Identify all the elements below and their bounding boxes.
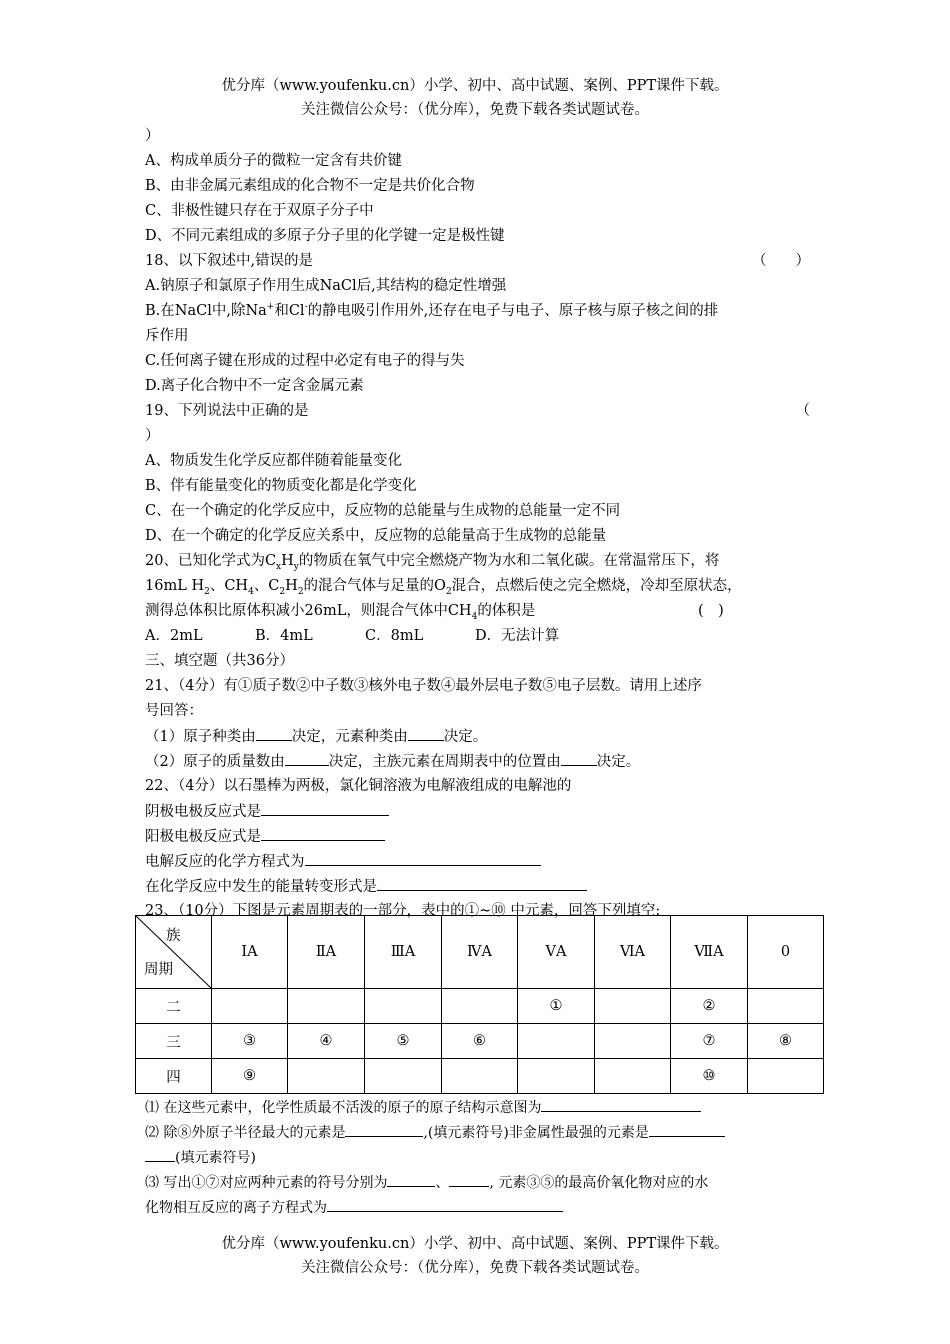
- question-content: [145, 124, 810, 924]
- q22-equation: [145, 849, 810, 874]
- page-header: [0, 74, 950, 122]
- q20-sub-x: x: [276, 561, 282, 572]
- q20-l2-sub1: 2: [204, 586, 210, 597]
- q20-l3-b: 的体积是: [477, 603, 536, 619]
- q18-b-part3: 的静电吸引作用外,还存在电子与电子、原子核与原子核之间的排: [307, 303, 719, 319]
- q17-close-paren: ）: [145, 128, 160, 144]
- table-cell: [288, 1059, 365, 1094]
- q17-option-d: D、不同元素组成的多原子分子里的化学键一定是极性键: [145, 228, 505, 244]
- group-header: ⅤA: [518, 916, 595, 989]
- q23-subquestions: [145, 1095, 810, 1220]
- q19-option-c: C、在一个确定的化学反应中，反应物的总能量与生成物的总能量一定不同: [145, 503, 621, 519]
- q19-paren-close: ）: [145, 428, 160, 444]
- group-header: ⅥA: [595, 916, 671, 989]
- q20-l2-e: 的混合气体与足量的O: [303, 578, 446, 594]
- q18-option-a: A.钠原子和氯原子作用生成NaCl后,其结构的稳定性增强: [145, 278, 507, 294]
- table-cell: [518, 1059, 595, 1094]
- table-corner-cell: [136, 916, 212, 989]
- q23-s3-blank-1[interactable]: [387, 1170, 435, 1187]
- q21-p2-b: 决定，主族元素在周期表中的位置由: [328, 754, 561, 770]
- q18-option-b-cont: 斥作用: [145, 328, 189, 344]
- q20-l3-sub: 4: [471, 611, 478, 622]
- header-line-1: 优分库（www.youfenku.cn）小学、初中、高中试题、案例、PPT课件下载。: [221, 78, 729, 94]
- q22-anode-blank[interactable]: [261, 824, 385, 841]
- q21-line-2: 号回答：: [145, 703, 203, 719]
- q23-s3-a: ⑶ 写出①⑦对应两种元素的符号分别为: [145, 1175, 388, 1191]
- table-cell: ②: [671, 989, 748, 1024]
- q23-s1-blank[interactable]: [541, 1095, 701, 1112]
- q22-cathode-label: 阴极电极反应式是: [145, 804, 261, 820]
- footer-line-1: 优分库（www.youfenku.cn）小学、初中、高中试题、案例、PPT课件下载。: [221, 1236, 729, 1252]
- q20-answer-paren: ( ): [698, 603, 724, 619]
- table-cell: [442, 1059, 518, 1094]
- q23-s2-blank-1[interactable]: [345, 1120, 423, 1137]
- q21-p2-c: 决定。: [596, 754, 641, 770]
- period-label: 三: [136, 1024, 212, 1059]
- q22-equation-label: 电解反应的化学方程式为: [145, 854, 305, 870]
- q21-part-1: [145, 724, 810, 749]
- q21-blank-2[interactable]: [408, 724, 444, 741]
- q21-p2-a: （2）原子的质量数由: [145, 754, 285, 770]
- q20-line-1: [145, 549, 810, 574]
- q20-l2-c: 、C: [253, 578, 280, 594]
- q23-s3-c: , 元素③⑤的最高价氧化物对应的水: [489, 1175, 709, 1191]
- q22-energy-blank[interactable]: [377, 874, 587, 891]
- q18-stem-text: 18、以下叙述中,错误的是: [145, 253, 314, 269]
- q21-p1-a: （1）原子种类由: [145, 729, 256, 745]
- q21-part-2: [145, 749, 810, 774]
- header-line-2: 关注微信公众号：（优分库），免费下载各类试题试卷。: [301, 102, 649, 118]
- period-label: 二: [136, 989, 212, 1024]
- table-cell: ①: [518, 989, 595, 1024]
- q18-option-c: C.任何离子键在形成的过程中必定有电子的得与失: [145, 353, 465, 369]
- q20-option-d: D．无法计算: [475, 628, 560, 644]
- q23-s3-blank-3[interactable]: [327, 1195, 563, 1212]
- q23-s2-blank-3[interactable]: [145, 1145, 175, 1162]
- q23-sub-3-cont: [145, 1195, 810, 1220]
- q22-line-1: 22、（4分）以石墨棒为两极，氯化铜溶液为电解液组成的电解池的: [145, 778, 572, 794]
- q22-cathode: [145, 799, 810, 824]
- q23-sub-1: [145, 1095, 810, 1120]
- q21-p1-c: 决定。: [443, 729, 488, 745]
- q21-blank-4[interactable]: [561, 749, 597, 766]
- q23-s2-a: ⑵ 除⑧外原子半径最大的元素是: [145, 1125, 346, 1141]
- footer-line-2: 关注微信公众号：（优分库），免费下载各类试题试卷。: [301, 1260, 649, 1276]
- corner-period-label: 周期: [144, 962, 173, 978]
- q20-l2-a: 16mL H: [145, 578, 205, 594]
- group-header: ⅡA: [288, 916, 365, 989]
- q23-sub-2-cont: [145, 1145, 810, 1170]
- period-label: 四: [136, 1059, 212, 1094]
- table-cell: ④: [288, 1024, 365, 1059]
- q20-l1-b: 的物质在氧气中完全燃烧产物为水和二氧化碳。在常温常压下，将: [298, 553, 720, 569]
- q21-blank-1[interactable]: [256, 724, 292, 741]
- q19-paren-open: （: [795, 403, 810, 419]
- q22-equation-blank[interactable]: [305, 849, 541, 866]
- q20-l2-d: H: [285, 578, 298, 594]
- q18-b-sup2: -: [304, 302, 308, 313]
- q20-sub-y: y: [293, 561, 299, 572]
- q20-l1-h: H: [281, 553, 294, 569]
- q19-option-a: A、物质发生化学反应都伴随着能量变化: [145, 453, 402, 469]
- table-cell: [365, 1059, 442, 1094]
- q22-energy-label: 在化学反应中发生的能量转变形式是: [145, 879, 377, 895]
- table-cell: [748, 1059, 824, 1094]
- q19-stem: [145, 399, 810, 424]
- q23-s3-blank-2[interactable]: [449, 1170, 489, 1187]
- q21-p1-b: 决定，元素种类由: [291, 729, 408, 745]
- table-cell: ⑧: [748, 1024, 824, 1059]
- group-header: ⅠA: [212, 916, 288, 989]
- table-row: [136, 1059, 824, 1094]
- q22-energy: [145, 874, 810, 899]
- table-header-row: [136, 916, 824, 989]
- q22-anode: [145, 824, 810, 849]
- section-3-title: 三、填空题（共36分）: [145, 653, 294, 669]
- table-row: [136, 989, 824, 1024]
- group-header: ⅢA: [365, 916, 442, 989]
- q23-sub-3: [145, 1170, 810, 1195]
- q18-b-part2: 和Cl: [274, 303, 305, 319]
- q21-line-1: 21、（4分）有①质子数②中子数③核外电子数④最外层电子数⑤电子层数。请用上述序: [145, 678, 702, 694]
- q20-l3-a: 测得总体积比原体积减小26mL，则混合气体中CH: [145, 603, 472, 619]
- table-cell: ⑦: [671, 1024, 748, 1059]
- q20-l2-f: 混合，点燃后使之完全燃烧，冷却至原状态，: [451, 578, 742, 594]
- q17-option-a: A、构成单质分子的微粒一定含有共价键: [145, 153, 402, 169]
- q20-option-b: B．4mL: [255, 628, 313, 644]
- q22-anode-label: 阳极电极反应式是: [145, 829, 261, 845]
- table-cell: [518, 1024, 595, 1059]
- q20-l2-sub4: 2: [297, 586, 304, 597]
- group-header: 0: [748, 916, 824, 989]
- table-cell: [288, 989, 365, 1024]
- table-cell: ⑨: [212, 1059, 288, 1094]
- q18-stem: [145, 249, 810, 274]
- q20-l2-sub3: 2: [279, 586, 286, 597]
- q23-s2-b: ,(填元素符号)非金属性最强的元素是: [423, 1125, 649, 1141]
- q23-s3-b: 、: [435, 1175, 450, 1191]
- q23-s2-blank-2[interactable]: [649, 1120, 725, 1137]
- table-cell: ⑩: [671, 1059, 748, 1094]
- q20-l2-sub2: 4: [248, 586, 254, 597]
- q20-option-c: C．8mL: [365, 628, 424, 644]
- table-cell: [595, 1024, 671, 1059]
- q18-b-sup1: +: [266, 302, 275, 313]
- table-cell: ⑤: [365, 1024, 442, 1059]
- q20-option-a: A．2mL: [145, 628, 203, 644]
- q19-option-d: D、在一个确定的化学反应关系中，反应物的总能量高于生成物的总能量: [145, 528, 607, 544]
- q17-option-b: B、由非金属元素组成的化合物不一定是共价化合物: [145, 178, 475, 194]
- q21-blank-3[interactable]: [285, 749, 329, 766]
- table-cell: [212, 989, 288, 1024]
- corner-group-label: 族: [166, 928, 181, 944]
- q23-stem: 23、（10分）下图是元素周期表的一部分，表中的①~⑩ 中元素，回答下列填空:: [145, 903, 661, 919]
- q18-b-part1: B.在NaCl中,除Na: [145, 303, 267, 319]
- q23-s2-c: (填元素符号): [175, 1150, 256, 1166]
- table-cell: ③: [212, 1024, 288, 1059]
- table-cell: [365, 989, 442, 1024]
- q23-sub-2: [145, 1120, 810, 1145]
- q18-option-d: D.离子化合物中不一定含金属元素: [145, 378, 364, 394]
- table-cell: [595, 1059, 671, 1094]
- table-row: [136, 1024, 824, 1059]
- q20-l2-b: 、CH: [209, 578, 249, 594]
- q20-options: [145, 624, 810, 649]
- periodic-table: [135, 915, 824, 1094]
- q19-stem-text: 19、下列说法中正确的是: [145, 403, 309, 419]
- table-cell: [748, 989, 824, 1024]
- q20-l1-a: 20、已知化学式为C: [145, 553, 277, 569]
- q20-l2-sub5: 2: [445, 586, 452, 597]
- q19-option-b: B、伴有能量变化的物质变化都是化学变化: [145, 478, 417, 494]
- table-cell: ⑥: [442, 1024, 518, 1059]
- q22-cathode-blank[interactable]: [261, 799, 389, 816]
- q18-option-b: [145, 299, 810, 324]
- q20-line-3: [145, 599, 810, 624]
- q23-s1-text: ⑴ 在这些元素中，化学性质最不活泼的原子的原子结构示意图为: [145, 1100, 542, 1116]
- table-cell: [442, 989, 518, 1024]
- q23-s3-d: 化物相互反应的离子方程式为: [145, 1200, 327, 1216]
- group-header: ⅣA: [442, 916, 518, 989]
- table-cell: [595, 989, 671, 1024]
- q18-answer-paren: （ ）: [752, 253, 810, 269]
- group-header: ⅦA: [671, 916, 748, 989]
- q17-option-c: C、非极性键只存在于双原子分子中: [145, 203, 374, 219]
- page-footer: [0, 1232, 950, 1280]
- q20-line-2: [145, 574, 810, 599]
